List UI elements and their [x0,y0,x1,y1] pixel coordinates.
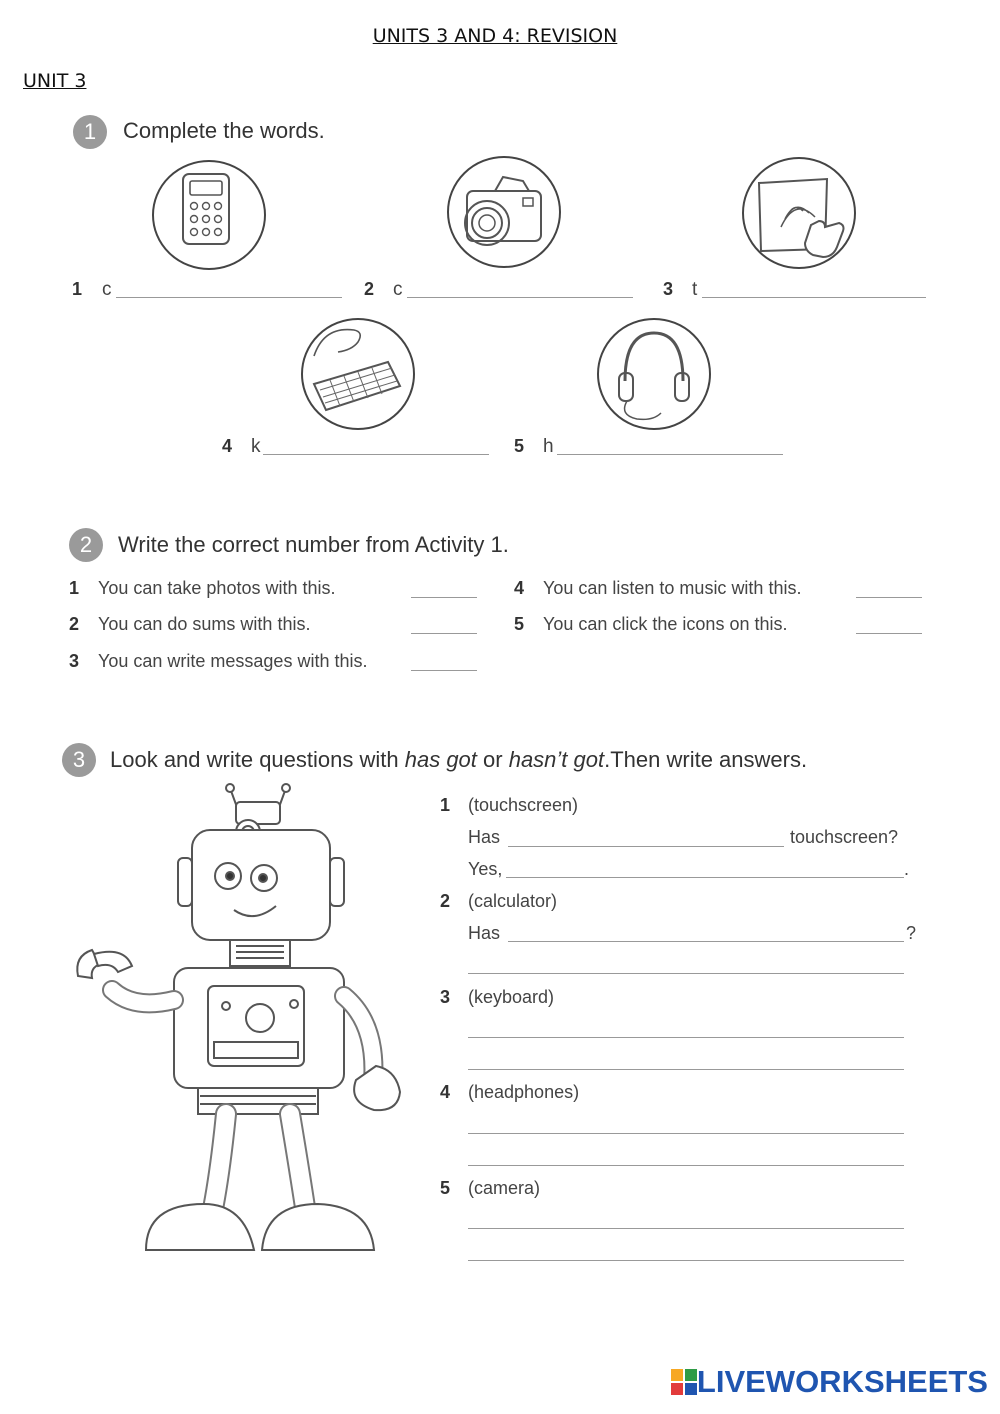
a2-item1-number: 1 [69,578,80,598]
a1-item3-number: 3 [663,279,674,299]
activity-3-badge: 3 [62,743,96,777]
a3-item5-question-line[interactable] [468,1228,904,1229]
a1-item5-number: 5 [514,436,525,456]
a1-item4-answer-line[interactable] [263,454,489,455]
activity-1-badge: 1 [73,115,107,149]
a1-item3-letter: t [692,279,698,300]
a3-item2-word: (calculator) [468,891,558,911]
a3-item1-question-start: Has [468,827,501,847]
activity-1-heading: Complete the words. [123,118,325,143]
a3-item1-word: (touchscreen) [468,795,579,815]
a3-item4-answer-line[interactable] [468,1165,904,1166]
a2-item5-number: 5 [514,614,525,634]
liveworksheets-logo[interactable] [671,1364,988,1400]
a2-item1-answer-line[interactable] [411,597,477,598]
a1-item4-number: 4 [222,436,233,456]
a3-item1-question-end: touchscreen? [790,827,899,847]
a3-item3-number: 3 [440,987,451,1007]
camera-icon [445,153,563,271]
a2-item4-number: 4 [514,578,525,598]
a3-item4-word: (headphones) [468,1082,580,1102]
a3-item3-word: (keyboard) [468,987,555,1007]
a3-item4-number: 4 [440,1082,451,1102]
a1-item5-answer-line[interactable] [557,454,783,455]
liveworksheets-logo-text: LIVEWORKSHEETS [696,1364,988,1399]
touchscreen-icon [741,155,859,271]
a3-item2-question-start: Has [468,923,501,943]
a3-item5-word: (camera) [468,1178,541,1198]
robot-illustration [50,780,420,1270]
activity-2-badge: 2 [69,528,103,562]
a2-item4-answer-line[interactable] [856,597,922,598]
a2-item1-text: You can take photos with this. [98,578,336,598]
a3-item1-answer-start: Yes, [468,859,503,879]
activity-2-heading: Write the correct number from Activity 1. [118,532,509,557]
a3-item2-question-line[interactable] [508,941,904,942]
a2-item5-answer-line[interactable] [856,633,922,634]
a1-item2-answer-line[interactable] [407,297,633,298]
page-title: UNITS 3 AND 4: REVISION [372,25,618,47]
a2-item2-answer-line[interactable] [411,633,477,634]
a1-item2-number: 2 [364,279,375,299]
a3-item1-answer-end: . [904,859,910,879]
calculator-icon [150,158,268,273]
a3-item5-answer-line[interactable] [468,1260,904,1261]
a2-item5-text: You can click the icons on this. [543,614,788,634]
a1-item4-letter: k [251,436,261,457]
a2-item3-text: You can write messages with this. [98,651,368,671]
headphones-icon [595,315,713,433]
a1-item2-letter: c [393,279,403,300]
a2-item3-number: 3 [69,651,80,671]
a3-item2-question-end: ? [906,923,917,943]
a3-item1-number: 1 [440,795,451,815]
a1-item5-letter: h [543,436,554,457]
a1-item1-answer-line[interactable] [116,297,342,298]
a3-item1-answer-line[interactable] [506,877,904,878]
a2-item2-text: You can do sums with this. [98,614,311,634]
unit-label: UNIT 3 [23,70,87,92]
a1-item1-number: 1 [72,279,83,299]
liveworksheets-logo-icon [671,1369,697,1395]
a2-item2-number: 2 [69,614,80,634]
a3-item4-question-line[interactable] [468,1133,904,1134]
keyboard-icon [300,316,418,432]
a3-item2-number: 2 [440,891,451,911]
a3-item3-answer-line[interactable] [468,1069,904,1070]
a3-item1-question-line[interactable] [508,846,784,847]
a3-item5-number: 5 [440,1178,451,1198]
activity-3-heading: Look and write questions with has got or hasn’t got.Then write answers. [110,747,808,772]
a3-item2-answer-line[interactable] [468,973,904,974]
a1-item1-letter: c [102,279,112,300]
a2-item4-text: You can listen to music with this. [543,578,802,598]
a3-item3-question-line[interactable] [468,1037,904,1038]
a1-item3-answer-line[interactable] [702,297,926,298]
a2-item3-answer-line[interactable] [411,670,477,671]
